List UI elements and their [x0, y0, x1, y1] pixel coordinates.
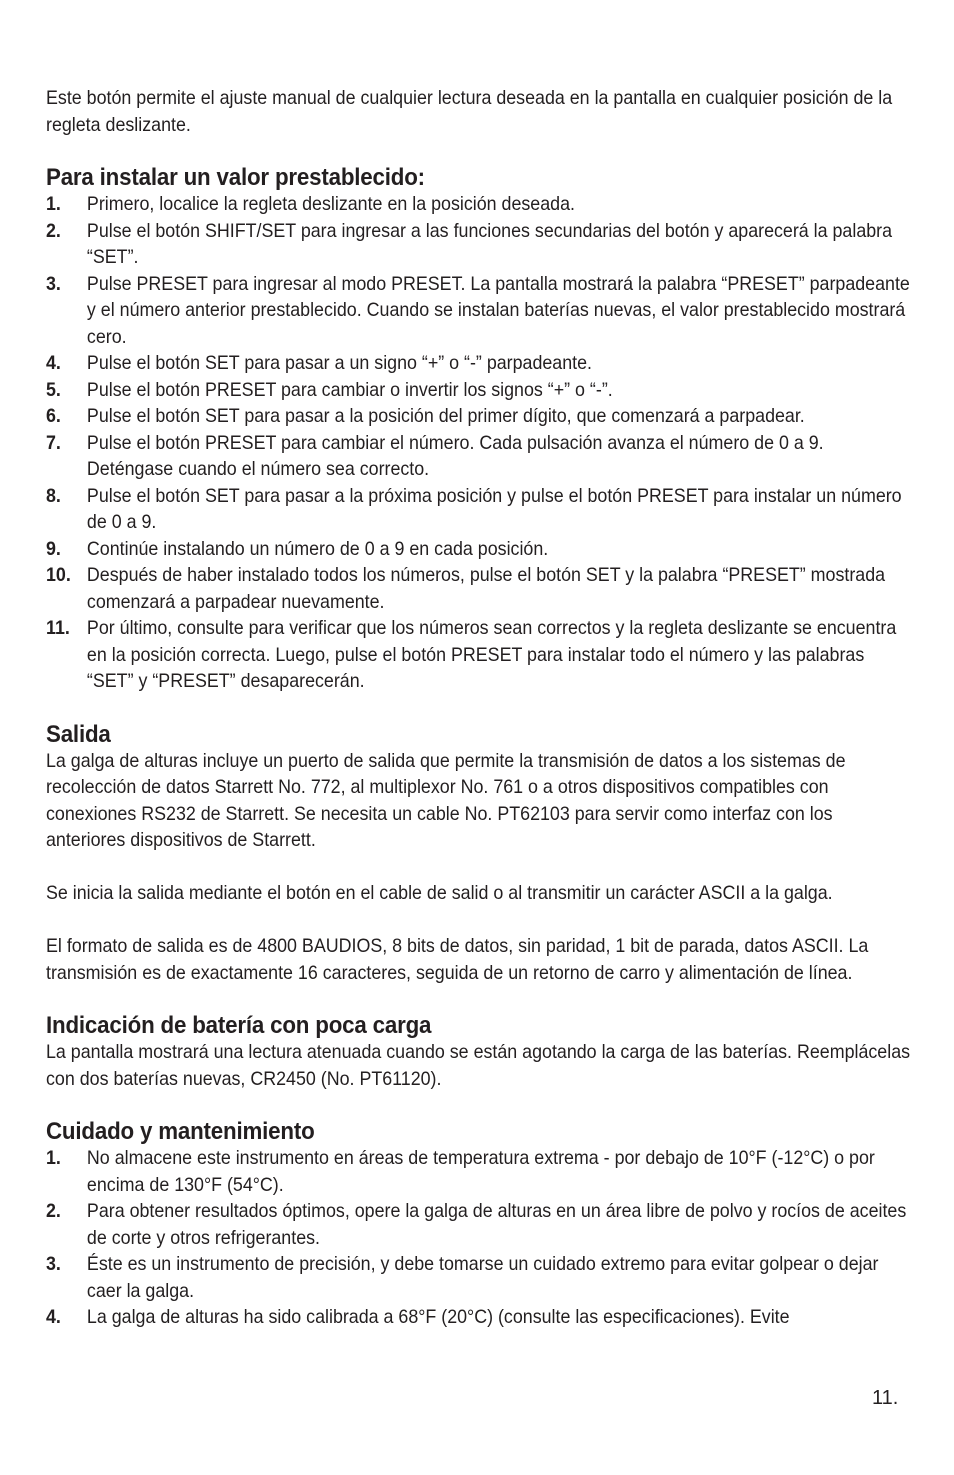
step-number: 3.: [46, 273, 61, 295]
step-number: 6.: [46, 406, 61, 427]
bateria-heading: Indicación de batería con poca carga: [46, 1012, 432, 1039]
document-page: [46, 86, 912, 1332]
step-number: 5.: [46, 379, 61, 401]
list-item: [46, 378, 912, 405]
step-text: Primero, localice la regleta deslizante en la posición deseada.: [86, 194, 575, 215]
step-number: 10.: [46, 565, 71, 586]
list-item: [46, 1252, 912, 1305]
step-text: Para obtener resultados óptimos, opere la galga de alturas en un área libre de polvo y rocíos de aceites de corte y otros refrigerantes.: [86, 1201, 907, 1249]
step-number: 7.: [46, 432, 61, 454]
cuidado-section: [46, 1118, 912, 1332]
step-number: 9.: [46, 538, 61, 560]
step-number: 1.: [46, 194, 61, 215]
list-item: [46, 1146, 912, 1199]
step-number: 4.: [46, 1307, 61, 1328]
step-text: Éste es un instrumento de precisión, y debe tomarse un cuidado extremo para evitar golpear o dejar caer la galga.: [86, 1254, 879, 1302]
step-text: La galga de alturas ha sido calibrada a 68°F (20°C) (consulte las especificaciones). Evite: [86, 1307, 790, 1328]
bateria-paragraph: La pantalla mostrará una lectura atenuada cuando se están agotando la carga de las baterías. Reemplácelas con dos baterías nuevas, CR2450 (No. PT61120).: [46, 1042, 911, 1090]
list-item: [46, 431, 912, 484]
step-text: Pulse el botón SHIFT/SET para ingresar a las funciones secundarias del botón y aparecerá la palabra “SET”.: [86, 220, 893, 268]
step-number: 1.: [46, 1148, 61, 1169]
step-text: Por último, consulte para verificar que los números sean correctos y la regleta deslizante se encuentra en la posición correcta. Luego, pulse el botón PRESET para instalar todo el número y las palabras “SET” y “PRESET” desaparecerán.: [86, 618, 897, 692]
step-number: 2.: [46, 1201, 61, 1222]
cuidado-steps-list: [46, 1146, 912, 1332]
list-item: [46, 563, 912, 616]
step-text: Continúe instalando un número de 0 a 9 en cada posición.: [86, 538, 549, 560]
cuidado-heading: Cuidado y mantenimiento: [46, 1118, 315, 1145]
salida-paragraph: Se inicia la salida mediante el botón en el cable de salid o al transmitir un carácter ASCII a la galga.: [46, 883, 833, 904]
step-text: Pulse el botón PRESET para cambiar el número. Cada pulsación avanza el número de 0 a 9. Deténgase cuando el número sea correcto.: [86, 432, 824, 480]
list-item: [46, 1305, 912, 1332]
list-item: [46, 272, 912, 352]
preset-heading: Para instalar un valor prestablecido:: [46, 164, 425, 191]
list-item: [46, 537, 912, 564]
step-number: 8.: [46, 485, 61, 507]
step-text: No almacene este instrumento en áreas de temperatura extrema - por debajo de 10°F (-12°C) o por encima de 130°F (54°C).: [86, 1148, 875, 1196]
list-item: [46, 616, 912, 696]
step-number: 4.: [46, 353, 61, 374]
step-text: Pulse el botón PRESET para cambiar o invertir los signos “+” o “-”.: [86, 379, 613, 401]
preset-steps-list: [46, 192, 912, 696]
step-number: 11.: [46, 618, 70, 639]
step-number: 3.: [46, 1254, 61, 1275]
salida-section: [46, 721, 912, 988]
bateria-section: [46, 1012, 912, 1093]
intro-paragraph: Este botón permite el ajuste manual de cualquier lectura deseada en la pantalla en cualquier posición de la regleta deslizante.: [46, 88, 893, 136]
salida-paragraph: La galga de alturas incluye un puerto de salida que permite la transmisión de datos a los sistemas de recolección de datos Starrett No. 772, al multiplexor No. 761 o a otros dispositivos compatibles con conexiones RS232 de Starrett. Se necesita un cable No. PT62103 para servir como interfaz con los anteriores dispositivos de Starrett.: [46, 750, 846, 851]
list-item: [46, 351, 912, 378]
list-item: [46, 404, 912, 431]
step-text: Pulse PRESET para ingresar al modo PRESET. La pantalla mostrará la palabra “PRESET” parpadeante y el número anterior prestablecido. Cuando se instalan baterías nuevas, el valor prestablecido mostrará cero.: [86, 273, 910, 348]
step-number: 2.: [46, 220, 61, 242]
step-text: Pulse el botón SET para pasar a la próxima posición y pulse el botón PRESET para instalar un número de 0 a 9.: [86, 485, 902, 533]
list-item: [46, 484, 912, 537]
list-item: [46, 1199, 912, 1252]
list-item: [46, 192, 912, 219]
step-text: Después de haber instalado todos los números, pulse el botón SET y la palabra “PRESET” mostrada comenzará a parpadear nuevamente.: [86, 565, 886, 613]
step-text: Pulse el botón SET para pasar a la posición del primer dígito, que comenzará a parpadear.: [86, 406, 805, 427]
salida-paragraph: El formato de salida es de 4800 BAUDIOS, 8 bits de datos, sin paridad, 1 bit de parada, datos ASCII. La transmisión es de exactamente 16 caracteres, seguida de un retorno de carro y alimentación de línea.: [46, 936, 869, 984]
step-text: Pulse el botón SET para pasar a un signo “+” o “-” parpadeante.: [86, 353, 592, 374]
page-number: 11.: [872, 1387, 899, 1409]
list-item: [46, 219, 912, 272]
salida-heading: Salida: [46, 720, 111, 748]
